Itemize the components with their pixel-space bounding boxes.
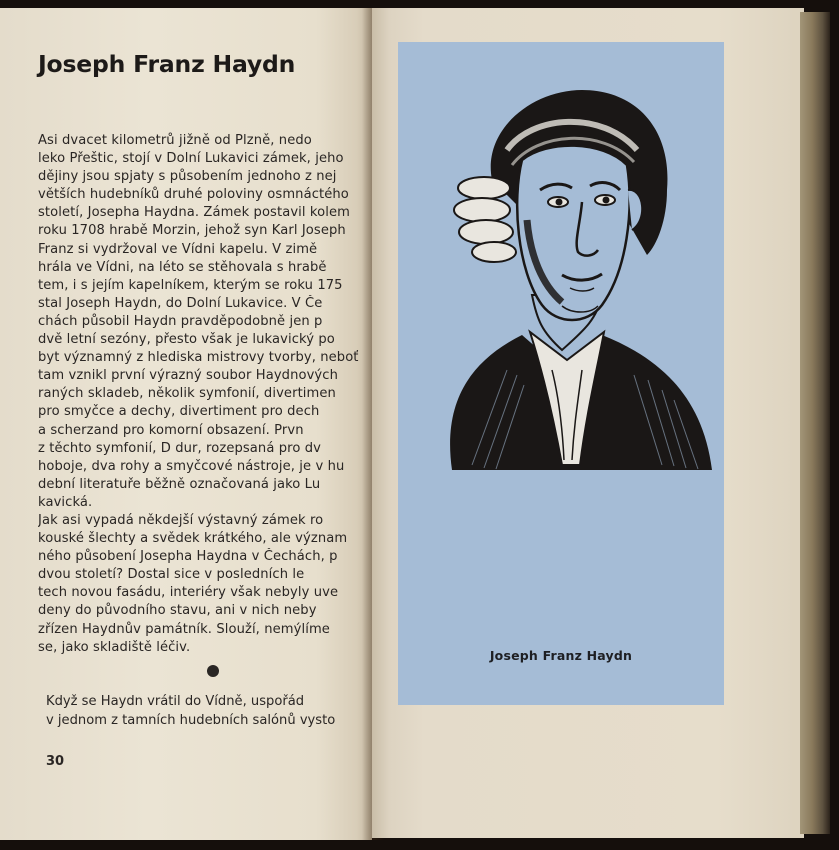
page-edge (800, 12, 830, 834)
page-title: Joseph Franz Haydn (38, 50, 296, 78)
text-line: raných skladeb, několik symfonií, divertimen (38, 386, 336, 402)
text-line: Franz si vydržoval ve Vídni kapelu. V zimě (38, 241, 318, 257)
text-line: byt významný z hlediska mistrovy tvorby, neboť (38, 350, 359, 366)
text-line: roku 1708 hrabě Morzin, jehož syn Karl Joseph (38, 223, 346, 239)
text-line: století, Josepha Haydna. Zámek postavil kolem (38, 205, 350, 221)
paragraph-3 (46, 692, 372, 730)
text-line: dějiny jsou spjaty s působením jednoho z nej (38, 169, 337, 185)
text-line: stal Joseph Haydn, do Dolní Lukavice. V Če (38, 295, 323, 311)
text-line: zřízen Haydnův památník. Slouží, nemýlíme (38, 621, 330, 637)
portrait-caption: Joseph Franz Haydn (489, 648, 633, 663)
section-separator-dot (207, 665, 219, 677)
text-line: kouské šlechty a svědek krátkého, ale význam (38, 531, 348, 547)
text-line: deny do původního stavu, ani v nich neby (38, 603, 317, 619)
text-line: tam vznikl první výrazný soubor Haydnových (38, 368, 338, 384)
text-line: ného působení Josepha Haydna v Čechách, p (38, 549, 338, 565)
text-line: hoboje, dva rohy a smyčcové nástroje, je v hu (38, 458, 345, 474)
text-line: chách působil Haydn pravděpodobně jen p (38, 313, 323, 329)
text-line: Když se Haydn vrátil do Vídně, uspořád (46, 694, 305, 709)
text-line: z těchto symfonií, D dur, rozepsaná pro dv (38, 440, 321, 456)
text-line: leko Přeštic, stojí v Dolní Lukavici zámek, jeho (38, 151, 344, 167)
text-line: pro smyčce a dechy, divertiment pro dech (38, 404, 320, 420)
text-line: se, jako skladiště léčiv. (38, 639, 191, 655)
text-line: hrála ve Vídni, na léto se stěhovala s hrabě (38, 259, 327, 275)
text-line: dvou století? Dostal sice v posledních le (38, 567, 305, 583)
portrait-plate (398, 42, 724, 705)
text-line: a scherzand pro komorní obsazení. Prvn (38, 422, 304, 438)
text-line: Asi dvacet kilometrů jižně od Plzně, nedo (38, 133, 312, 148)
text-line: Jak asi vypadá někdejší výstavný zámek ro (38, 512, 324, 528)
left-page (0, 8, 372, 840)
text-line: tech novou fasádu, interiéry však nebyly uve (38, 585, 339, 601)
haydn-portrait-illustration (412, 70, 718, 490)
text-line: kavická. (38, 494, 93, 510)
text-line: dvě letní sezóny, přesto však je lukavický po (38, 332, 335, 348)
paragraph-1 (38, 132, 372, 657)
text-line: dební literatuře běžně označovaná jako Lu (38, 476, 321, 492)
page-number: 30 (46, 754, 65, 769)
text-line: v jednom z tamních hudebních salónů vysto (46, 713, 336, 728)
text-line: větších hudebníků druhé poloviny osmnáctého (38, 187, 349, 203)
text-line: tem, i s jejím kapelníkem, kterým se roku 175 (38, 277, 343, 293)
